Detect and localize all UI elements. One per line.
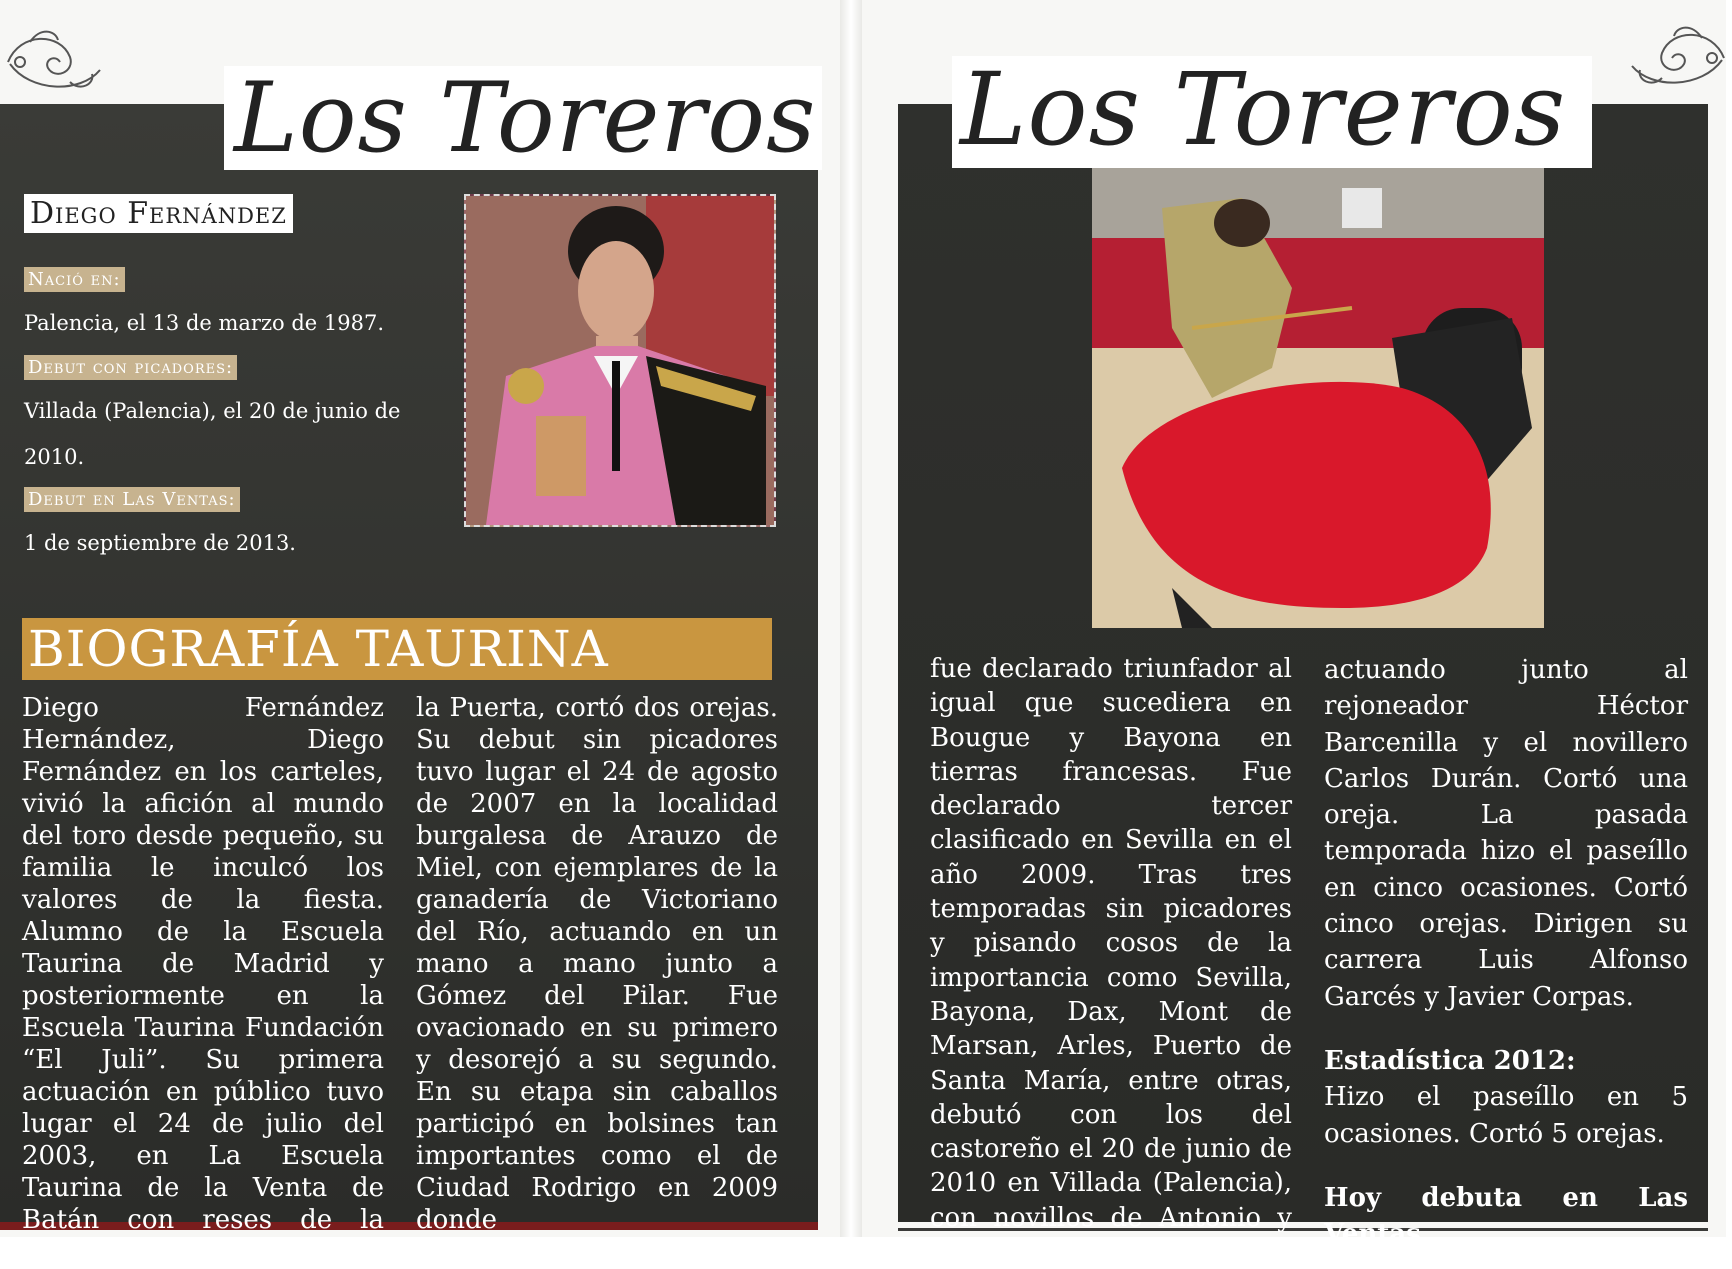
page-gutter bbox=[840, 0, 862, 1237]
closing-line: Hoy debuta en Las Ventas bbox=[1324, 1182, 1688, 1250]
value-debut-ventas: 1 de septiembre de 2013. bbox=[24, 531, 296, 555]
ornament-icon-left bbox=[0, 22, 110, 102]
torero-portrait-photo bbox=[464, 194, 776, 527]
value-debut-picadores: Villada (Palencia), el 20 de junio de 2010. bbox=[24, 399, 401, 469]
label-debut-ventas: Debut en Las Ventas: bbox=[24, 487, 240, 512]
torero-name: Diego Fernández bbox=[24, 194, 293, 233]
bio-column-4 bbox=[1324, 652, 1688, 1250]
label-debut-picadores: Debut con picadores: bbox=[24, 355, 237, 380]
left-page-title: Los Toreros bbox=[224, 66, 822, 170]
section-title-biografia: BIOGRAFÍA TAURINA bbox=[22, 618, 772, 680]
stats-text: Hizo el paseíllo en 5 ocasiones. Cortó 5 orejas. bbox=[1324, 1082, 1688, 1149]
label-birth: Nació en: bbox=[24, 267, 125, 292]
right-page-title: Los Toreros bbox=[952, 56, 1592, 168]
stats-title: Estadística 2012: bbox=[1324, 1045, 1576, 1076]
bio-column-1: Diego Fernández Hernández, Diego Fernández en los carteles, vivió la afición al mundo del toro desde pequeño, su familia le inculcó los valores de la fiesta. Alumno de la Escuela Taurina de Madrid y posteriormente en la Escuela Taurina Fundación “El Juli”. Su primera actuación en público tuvo lugar el 24 de julio del 2003, en La Escuela Taurina de la Venta de Batán con reses de la ganadería de Julio de bbox=[22, 693, 384, 1267]
bullfight-action-photo bbox=[1092, 168, 1544, 628]
bio-column-3: fue declarado triunfador al igual que sucediera en Bougue y Bayona en tierras francesas. Fue declarado tercer clasificado en Sevilla en el año 2009. Tras tres temporadas sin picadores y pisando cosos de la importancia como Sevilla, Bayona, Dax, Mont de Marsan, Arles, Puerto de Santa María, entre otras, debutó con los del castoreño el 20 de junio de 2010 en Villada (Palencia), con novillos de Antonio y Miguel bbox=[930, 654, 1292, 1268]
bio-column-4-text: actuando junto al rejoneador Héctor Barcenilla y el novillero Carlos Durán. Cortó una oreja. La pasada temporada hizo el paseíllo en cinco ocasiones. Cortó cinco orejas. Dirigen su carrera Luis Alfonso Garcés y Javier Corpas. bbox=[1324, 655, 1688, 1012]
ornament-icon-right bbox=[1622, 18, 1732, 98]
bio-column-2: la Puerta, cortó dos orejas. Su debut sin picadores tuvo lugar el 24 de agosto de 2007 en la localidad burgalesa de Arauzo de Miel, con ejemplares de la ganadería de Victoriano del Río, actuando en un mano a mano junto a Gómez del Pilar. Fue ovacionado en su primero y desorejó a su segundo. En su etapa sin caballos participó en bolsines tan importantes como el de Ciudad Rodrigo en 2009 donde bbox=[416, 693, 778, 1235]
value-birth: Palencia, el 13 de marzo de 1987. bbox=[24, 311, 385, 335]
